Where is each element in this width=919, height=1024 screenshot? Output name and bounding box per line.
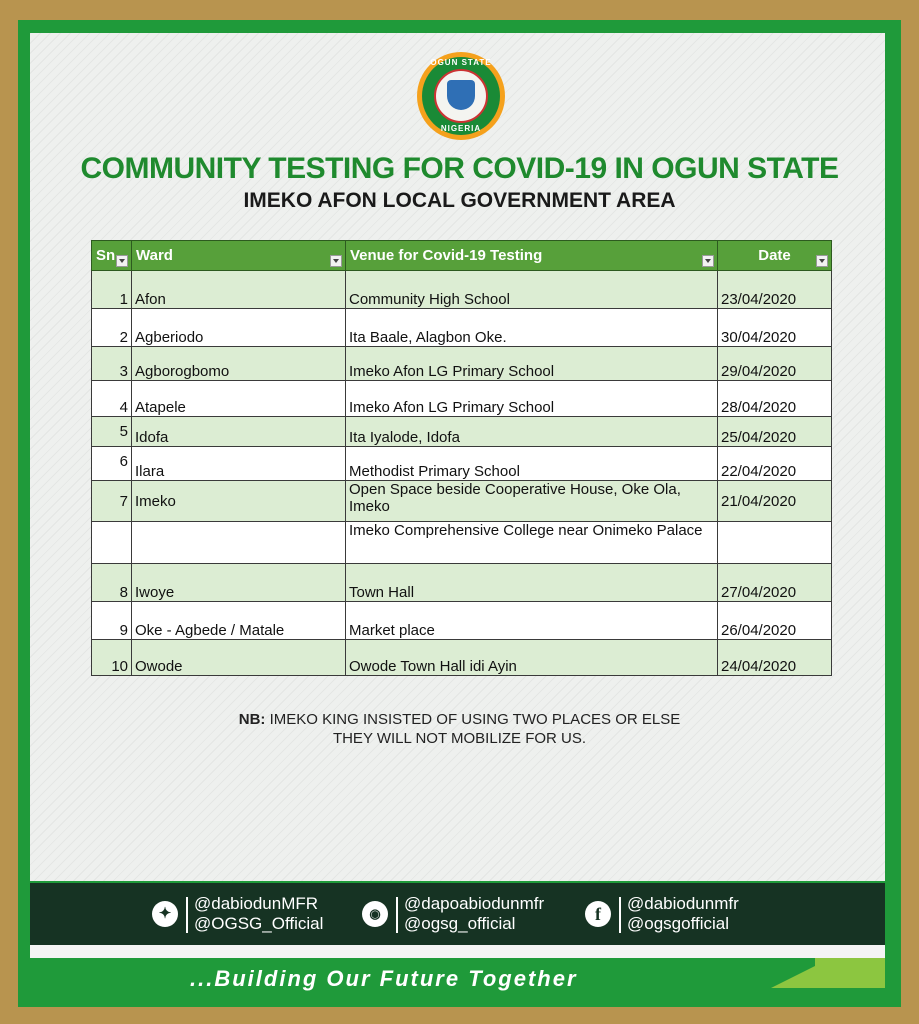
- cell-ward: Agberiodo: [132, 309, 346, 347]
- table-row: [92, 602, 832, 640]
- table-row: [92, 417, 832, 447]
- cell-date: 21/04/2020: [718, 481, 832, 522]
- note-line-2: THEY WILL NOT MOBILIZE FOR US.: [332, 730, 587, 747]
- note-line-1: IMEKO KING INSISTED OF USING TWO PLACES OR ELSE: [269, 711, 681, 728]
- cell-date: 28/04/2020: [718, 381, 832, 417]
- filter-dropdown-icon[interactable]: [116, 255, 128, 267]
- instagram-handle-1[interactable]: @dapoabiodunmfr: [404, 894, 545, 913]
- cell-ward: Atapele: [132, 381, 346, 417]
- cell-venue: Imeko Afon LG Primary School: [346, 381, 718, 417]
- cell-sn: 5: [92, 417, 132, 447]
- cell-date: 22/04/2020: [718, 447, 832, 481]
- table-row: [92, 309, 832, 347]
- footer-accent-block: [815, 958, 885, 988]
- logo-top-text: OGUN STATE: [430, 58, 492, 67]
- filter-dropdown-icon[interactable]: [816, 255, 828, 267]
- table-row: [92, 271, 832, 309]
- coat-of-arms-shield: [447, 80, 475, 110]
- cell-venue: Community High School: [346, 271, 718, 309]
- header-date[interactable]: Date: [718, 241, 832, 271]
- cell-sn: 7: [92, 481, 132, 522]
- cell-venue: Market place: [346, 602, 718, 640]
- logo-bottom-text: NIGERIA: [440, 124, 482, 133]
- filter-dropdown-icon[interactable]: [330, 255, 342, 267]
- cell-date: 30/04/2020: [718, 309, 832, 347]
- cell-date: 23/04/2020: [718, 271, 832, 309]
- cell-ward: [132, 522, 346, 564]
- page-subtitle: IMEKO AFON LOCAL GOVERNMENT AREA: [243, 189, 676, 212]
- tagline: ...Building Our Future Together: [190, 966, 578, 991]
- cell-sn: 9: [92, 602, 132, 640]
- table-row: [92, 481, 832, 522]
- filter-dropdown-icon[interactable]: [702, 255, 714, 267]
- twitter-handle-1[interactable]: @dabiodunMFR: [194, 894, 319, 913]
- cell-venue: Town Hall: [346, 564, 718, 602]
- cell-date: [718, 522, 832, 564]
- cell-date: 27/04/2020: [718, 564, 832, 602]
- cell-venue: Owode Town Hall idi Ayin: [346, 640, 718, 676]
- cell-ward: Owode: [132, 640, 346, 676]
- testing-schedule-table: [91, 240, 832, 676]
- facebook-icon: f: [585, 901, 611, 927]
- header-venue[interactable]: Venue for Covid-19 Testing: [346, 241, 718, 271]
- cell-venue: Methodist Primary School: [346, 447, 718, 481]
- cell-ward: Iwoye: [132, 564, 346, 602]
- cell-ward: Oke - Agbede / Matale: [132, 602, 346, 640]
- cell-ward: Idofa: [132, 417, 346, 447]
- ogun-state-logo: [417, 52, 505, 140]
- cell-sn: 10: [92, 640, 132, 676]
- footer-divider: [30, 945, 885, 958]
- cell-venue: Imeko Comprehensive College near Onimeko Palace: [346, 522, 718, 564]
- instagram-handle-2[interactable]: @ogsg_official: [404, 914, 516, 933]
- nb-note: [0, 710, 919, 748]
- cell-sn: 4: [92, 381, 132, 417]
- cell-date: 29/04/2020: [718, 347, 832, 381]
- table-row: [92, 381, 832, 417]
- cell-ward: Agborogbomo: [132, 347, 346, 381]
- facebook-handle-2[interactable]: @ogsgofficial: [627, 914, 729, 933]
- cell-ward: Ilara: [132, 447, 346, 481]
- table-row: [92, 447, 832, 481]
- cell-venue: Imeko Afon LG Primary School: [346, 347, 718, 381]
- cell-sn: [92, 522, 132, 564]
- header-ward[interactable]: Ward: [132, 241, 346, 271]
- twitter-handle-2[interactable]: @OGSG_Official: [194, 914, 324, 933]
- cell-venue: Ita Iyalode, Idofa: [346, 417, 718, 447]
- cell-sn: 6: [92, 447, 132, 481]
- twitter-icon: ✦: [152, 901, 178, 927]
- table-row: [92, 564, 832, 602]
- cell-sn: 8: [92, 564, 132, 602]
- cell-venue: Ita Baale, Alagbon Oke.: [346, 309, 718, 347]
- cell-date: 24/04/2020: [718, 640, 832, 676]
- page-title: COMMUNITY TESTING FOR COVID-19 IN OGUN STATE: [80, 152, 839, 185]
- instagram-icon: ◉: [362, 901, 388, 927]
- header-sn[interactable]: Sn: [92, 241, 132, 271]
- table-row: [92, 522, 832, 564]
- table-row: [92, 640, 832, 676]
- table-header-row: [92, 241, 832, 271]
- cell-sn: 1: [92, 271, 132, 309]
- cell-ward: Afon: [132, 271, 346, 309]
- cell-sn: 3: [92, 347, 132, 381]
- note-label: NB:: [238, 711, 266, 728]
- cell-sn: 2: [92, 309, 132, 347]
- table-row: [92, 347, 832, 381]
- cell-venue: Open Space beside Cooperative House, Oke Ola, Imeko: [346, 481, 718, 522]
- cell-ward: Imeko: [132, 481, 346, 522]
- cell-date: 25/04/2020: [718, 417, 832, 447]
- cell-date: 26/04/2020: [718, 602, 832, 640]
- facebook-handle-1[interactable]: @dabiodunmfr: [627, 894, 739, 913]
